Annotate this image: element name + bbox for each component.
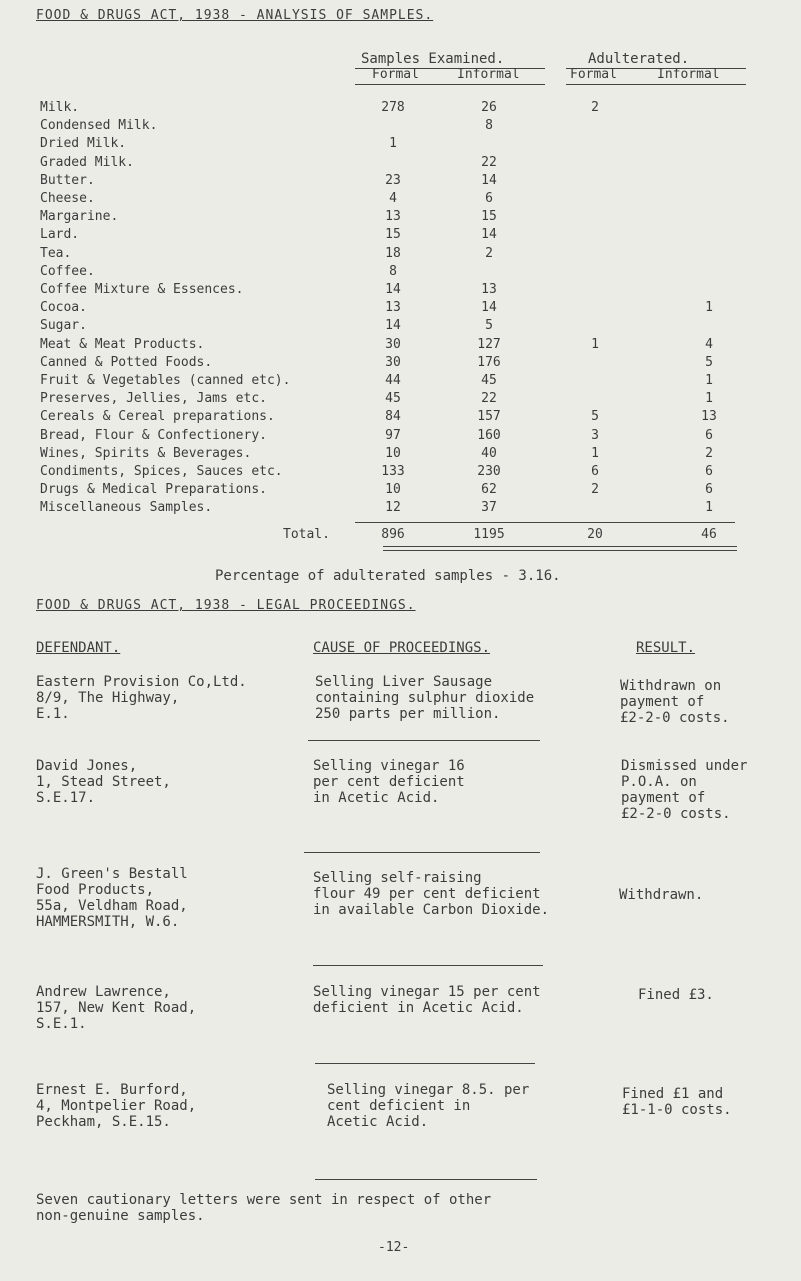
legal-title: FOOD & DRUGS ACT, 1938 - LEGAL PROCEEDINGS.: [36, 598, 416, 613]
table-row: [0, 337, 801, 353]
header-se-formal: Formal: [372, 67, 419, 82]
ad-informal-cell: 5: [705, 354, 713, 370]
row-label: Lard.: [40, 227, 80, 243]
se-informal-cell: 40: [481, 445, 497, 461]
row-label: Preserves, Jellies, Jams etc.: [40, 391, 267, 407]
table-row: [0, 300, 801, 316]
se-informal-cell: 14: [481, 227, 497, 243]
percentage-line: Percentage of adulterated samples - 3.16.: [215, 568, 561, 584]
header-ad-informal: Informal: [657, 67, 720, 82]
row-label: Milk.: [40, 100, 80, 115]
row-label: Margarine.: [40, 209, 119, 225]
row-label: Condensed Milk.: [40, 118, 158, 134]
row-label: Canned & Potted Foods.: [40, 354, 213, 370]
se-informal-cell: 5: [485, 318, 493, 334]
ad-formal-cell: 2: [591, 100, 599, 115]
footer-note: Seven cautionary letters were sent in respect of other non-genuine samples.: [36, 1192, 492, 1224]
se-informal-cell: 160: [477, 427, 501, 443]
table-row: [0, 100, 801, 116]
ad-formal-cell: 1: [591, 336, 599, 352]
case-1-cause: Selling Liver Sausage containing sulphur dioxide 250 parts per million.: [315, 674, 535, 722]
header-defendant: DEFENDANT.: [36, 640, 121, 656]
row-label: Miscellaneous Samples.: [40, 500, 213, 516]
row-label: Bread, Flour & Confectionery.: [40, 427, 267, 443]
se-formal-cell: 44: [385, 373, 401, 388]
se-formal-cell: 15: [385, 227, 401, 243]
table-row: [0, 191, 801, 207]
se-informal-cell: 13: [481, 282, 497, 297]
page-title: FOOD & DRUGS ACT, 1938 - ANALYSIS OF SAMPLES.: [36, 8, 434, 23]
total-se-formal: 896: [381, 527, 405, 542]
se-informal-cell: 37: [481, 500, 497, 516]
se-informal-cell: 26: [481, 100, 497, 115]
se-informal-cell: 15: [481, 209, 497, 225]
row-label: Coffee.: [40, 263, 95, 279]
se-formal-cell: 278: [381, 100, 405, 115]
se-formal-cell: 4: [389, 191, 397, 206]
case-2-cause: Selling vinegar 16 per cent deficient in Acetic Acid.: [313, 758, 465, 806]
ad-formal-cell: 2: [591, 482, 599, 498]
table-row: [0, 136, 801, 152]
se-formal-cell: 23: [385, 172, 401, 188]
case-3-cause: Selling self-raising flour 49 per cent deficient in available Carbon Dioxide.: [313, 870, 550, 918]
se-formal-cell: 18: [385, 245, 401, 261]
ad-informal-cell: 6: [705, 482, 713, 498]
ad-formal-cell: 3: [591, 427, 599, 443]
se-informal-cell: 230: [477, 464, 501, 479]
case-3-result: Withdrawn.: [619, 887, 704, 903]
ad-informal-cell: 2: [705, 445, 713, 461]
table-row: [0, 373, 801, 389]
ad-formal-cell: 1: [591, 445, 599, 461]
se-informal-cell: 176: [477, 354, 501, 370]
table-row: [0, 227, 801, 243]
se-formal-cell: 30: [385, 354, 401, 370]
row-label: Sugar.: [40, 318, 87, 334]
row-label: Tea.: [40, 245, 72, 261]
row-label: Cereals & Cereal preparations.: [40, 409, 275, 425]
row-label: Fruit & Vegetables (canned etc).: [40, 373, 291, 388]
se-formal-cell: 10: [385, 445, 401, 461]
se-formal-cell: 12: [385, 500, 401, 516]
row-label: Coffee Mixture & Essences.: [40, 282, 244, 297]
se-formal-cell: 8: [389, 263, 397, 279]
table-row: [0, 264, 801, 280]
table-row: [0, 500, 801, 516]
table-row: [0, 428, 801, 444]
ad-informal-cell: 1: [705, 300, 713, 316]
se-formal-cell: 13: [385, 209, 401, 225]
total-row: [0, 527, 801, 543]
table-row: [0, 318, 801, 334]
header-ad-formal: Formal: [570, 67, 617, 82]
header-cause: CAUSE OF PROCEEDINGS.: [313, 640, 491, 656]
table-row: [0, 409, 801, 425]
ad-formal-cell: 6: [591, 464, 599, 479]
table-row: [0, 464, 801, 480]
ad-informal-cell: 4: [705, 336, 713, 352]
header-se-informal: Informal: [457, 67, 520, 82]
se-formal-cell: 1: [389, 136, 397, 152]
se-informal-cell: 62: [481, 482, 497, 498]
header-samples-examined: Samples Examined.: [361, 51, 505, 67]
se-formal-cell: 84: [385, 409, 401, 425]
se-formal-cell: 14: [385, 282, 401, 297]
se-formal-cell: 97: [385, 427, 401, 443]
ad-informal-cell: 1: [705, 500, 713, 516]
table-row: [0, 391, 801, 407]
se-informal-cell: 22: [481, 391, 497, 407]
row-label: Butter.: [40, 172, 95, 188]
se-informal-cell: 14: [481, 172, 497, 188]
se-formal-cell: 30: [385, 336, 401, 352]
case-1-defendant: Eastern Provision Co,Ltd. 8/9, The Highway, E.1.: [36, 674, 247, 722]
row-label: Graded Milk.: [40, 154, 134, 170]
se-formal-cell: 10: [385, 482, 401, 498]
total-se-informal: 1195: [473, 527, 505, 542]
table-row: [0, 173, 801, 189]
ad-informal-cell: 1: [705, 373, 713, 388]
se-formal-cell: 13: [385, 300, 401, 316]
ad-informal-cell: 13: [701, 409, 717, 425]
ad-formal-cell: 5: [591, 409, 599, 425]
row-label: Meat & Meat Products.: [40, 336, 205, 352]
se-informal-cell: 45: [481, 373, 497, 388]
case-2-result: Dismissed under P.O.A. on payment of £2-2-0 costs.: [621, 758, 748, 822]
total-ad-informal: 46: [701, 527, 717, 542]
se-informal-cell: 22: [481, 154, 497, 170]
se-informal-cell: 127: [477, 336, 501, 352]
table-row: [0, 246, 801, 262]
row-label: Wines, Spirits & Beverages.: [40, 445, 252, 461]
se-formal-cell: 133: [381, 464, 405, 479]
ad-informal-cell: 6: [705, 464, 713, 479]
table-row: [0, 209, 801, 225]
table-row: [0, 118, 801, 134]
row-label: Dried Milk.: [40, 136, 127, 152]
case-4-cause: Selling vinegar 15 per cent deficient in Acetic Acid.: [313, 984, 541, 1016]
table-row: [0, 282, 801, 298]
table-row: [0, 482, 801, 498]
se-informal-cell: 8: [485, 118, 493, 134]
case-1-result: Withdrawn on payment of £2-2-0 costs.: [620, 678, 730, 726]
row-label: Drugs & Medical Preparations.: [40, 482, 267, 498]
case-5-cause: Selling vinegar 8.5. per cent deficient in Acetic Acid.: [327, 1082, 530, 1130]
case-4-result: Fined £3.: [638, 987, 714, 1003]
header-adulterated: Adulterated.: [588, 51, 690, 67]
table-row: [0, 155, 801, 171]
case-4-defendant: Andrew Lawrence, 157, New Kent Road, S.E.1.: [36, 984, 197, 1032]
header-result: RESULT.: [636, 640, 696, 656]
case-5-result: Fined £1 and £1-1-0 costs.: [622, 1086, 732, 1118]
se-informal-cell: 6: [485, 191, 493, 206]
page-number: -12-: [378, 1240, 410, 1255]
case-2-defendant: David Jones, 1, Stead Street, S.E.17.: [36, 758, 171, 806]
se-formal-cell: 45: [385, 391, 401, 407]
case-5-defendant: Ernest E. Burford, 4, Montpelier Road, Peckham, S.E.15.: [36, 1082, 197, 1130]
se-formal-cell: 14: [385, 318, 401, 334]
se-informal-cell: 2: [485, 245, 493, 261]
se-informal-cell: 14: [481, 300, 497, 316]
ad-informal-cell: 6: [705, 427, 713, 443]
table-row: [0, 446, 801, 462]
total-ad-formal: 20: [587, 527, 603, 542]
total-label: Total.: [283, 527, 330, 542]
row-label: Cocoa.: [40, 300, 87, 316]
case-3-defendant: J. Green's Bestall Food Products, 55a, Veldham Road, HAMMERSMITH, W.6.: [36, 866, 188, 930]
row-label: Cheese.: [40, 191, 95, 206]
row-label: Condiments, Spices, Sauces etc.: [40, 464, 283, 479]
table-row: [0, 355, 801, 371]
se-informal-cell: 157: [477, 409, 501, 425]
ad-informal-cell: 1: [705, 391, 713, 407]
